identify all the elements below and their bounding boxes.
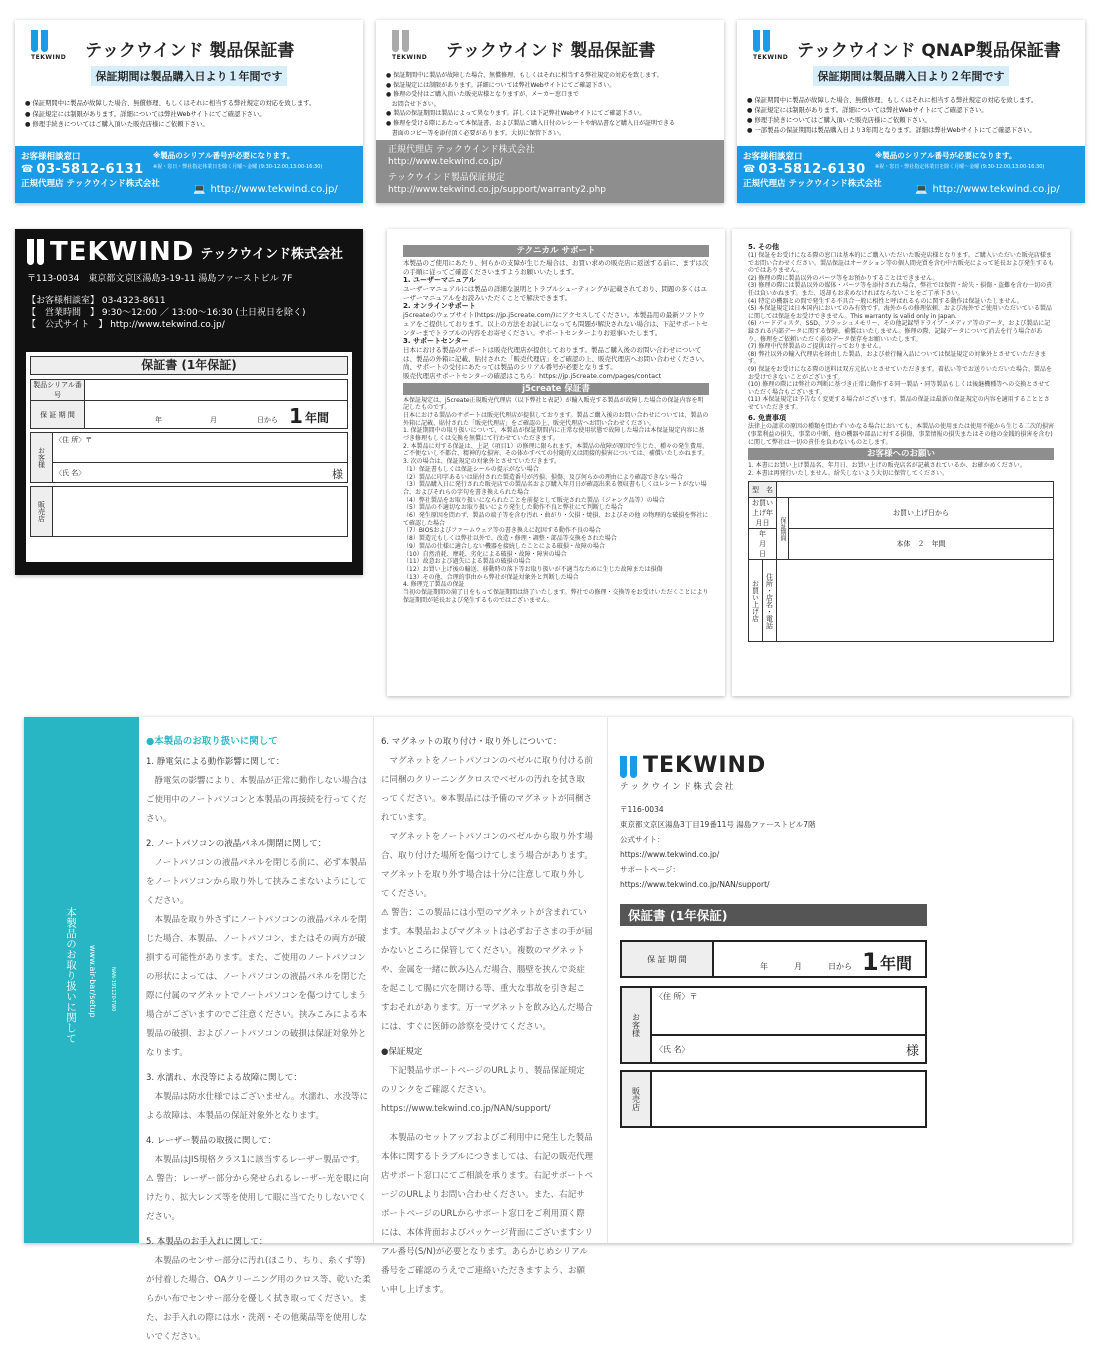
name-field[interactable]: 〈氏 名〉 様 (53, 463, 348, 483)
date-field[interactable]: 年 月 日 (749, 529, 777, 560)
address-field[interactable]: 〈住 所〉〒 (53, 433, 348, 463)
warranty-link[interactable]: http://www.tekwind.co.jp/support/warranty2.php (388, 185, 607, 195)
section-header: お客様へのお願い (748, 448, 1054, 460)
warning-text: ⚠ 警告：レーザー部分から発せられるレーザー光を眼に向けたり、拡大レンズ等を使用して眼に当てたりしないでください。 (146, 1174, 369, 1222)
shop-field[interactable] (777, 560, 1054, 642)
contact-info: 〒116-0034 東京都文京区湯島3丁目19番11号 湯島ファーストビル7階 公式サイト： https://www.tekwind.co.jp/ サポートページ： https://www.tekwind.co.jp/NAN/support/ (620, 802, 950, 892)
support-footer: お客様相談窓口 ☎ 03-5812-6130 正規代理店 テックウインド株式会社 ※製品のシリアル番号が必要になります。 ※祝・窓日・弊社指定休業日を除く月曜〜金曜 (9:30-12:00,13:00-16:30) 💻 http://www.tekwind.co.jp/ (737, 146, 1085, 203)
side-band: 本製品のお取り扱いに関して www.air-bar/setup NAN-191120-TW0 (24, 717, 139, 1243)
card-title: テックウインド 製品保証書 (85, 41, 295, 61)
warranty-period-banner: 保証期間は製品購入日より２年間です (813, 66, 1009, 86)
bullet-list: ● 保証期間中に製品が故障した場合、無償修理、もしくはそれに相当する弊社規定の対応を致します。 ● 保証規定には制限があります。詳細については弊社Webサイトにてご確認下さい。 ● 修理手続きについてはご購入頂いた販売店様にご依頼下さい。 ● 一部製品の保証期間は製品購入日より3年間となります。詳細は弊社Webサイトにてご確認下さい。 (747, 97, 1038, 134)
product-field[interactable] (777, 482, 1054, 498)
computer-icon: 💻 (915, 184, 928, 195)
bullet: ● 修理手続きについてはご購入頂いた販売店様にご依頼下さい。 (25, 121, 209, 128)
section-header: テクニカル サポート (403, 245, 709, 257)
support-phone: 03-5812-6130 (758, 162, 866, 177)
purchase-form: 型 名 お買い上げ年月日 保証期間 お買い上げ日から 年 月 日 本体 ２ 年間 お買い上げ店 住所・店名・電話 (748, 481, 1054, 642)
logo-mark-icon (620, 756, 637, 778)
divider (373, 717, 374, 1243)
logo-mark-icon (392, 30, 427, 52)
address-field[interactable]: 〈住 所〉〒 (651, 987, 926, 1035)
shop-field[interactable] (651, 1071, 926, 1127)
tekwind-logo: TEKWIND (620, 753, 950, 778)
column-2: 6. マグネットの取り付け・取り外しについて： マグネットをノートパソコンのベゼルに取り付ける前に同梱のクリーニングクロスでベゼルの汚れを拭き取ってください。※本製品には予備のマグネットが同梱されています。 マグネットをノートパソコンのベゼルから取り外す場合、取り付けた場所を傷つけてしまう場合があります。マグネットを取り外す場合は十分に注意して取り外してください。 ⚠ 警告：この製品には小型のマグネットが含まれています。本製品およびマグネットは必ずお子さまの手が届かないところに保管してください。複数のマグネットや、金属を一緒に飲み込んだ場合、腸壁を挟んで炎症を起こして腸に穴を開ける等、重大な事故を引き起こすおそれがあります。万一マグネットを飲み込んだ場合には、すぐに医師の診察を受けてください。 ●保証規定 下記製品サポートページのURLより、製品保証規定のリンクをご確認ください。 https://www.tekwind.co.jp/NAN/support/ 本製品のセットアップおよびご利用中に発生した製品本体に関するトラブルにつきましては、右記の販売代理店サポート窓口にてご相談を承ります。右記サポートページのURLよりお問い合わせください。また、右記サポートページのURLからサポート窓口をご利用頂く際には、本体背面およびパッケージ背面にございますシリアル番号(S/N)が必要となります。あらかじめシリアル番号をご確認のうえでご連絡いただきますよう、お願い申し上げます。 (381, 737, 593, 1295)
column-3: TEKWIND テックウインド株式会社 〒116-0034 東京都文京区湯島3丁目19番11号 湯島ファーストビル7階 公式サイト： https://www.tekwind.co.jp/ サポートページ： https://www.tekwind.co.jp/NAN/support/ 保証書 (1年保証) 保 証 期 間 年 月 日から 1 年間 お客様 〈住 所〉〒 〈氏 名〉 様 販売店 (620, 753, 950, 1128)
website-link[interactable]: http://www.tekwind.co.jp/ (932, 184, 1060, 195)
support-footer: お客様相談窓口 ☎ 03-5812-6131 正規代理店 テックウインド株式会社 ※製品のシリアル番号が必要になります。 ※祝・窓日・弊社指定休業日を除く月曜〜金曜 (9:30-12:00,13:00-16:30) 💻 http://www.tekwind.co.jp/ (15, 146, 363, 203)
phone-icon: ☎ (21, 164, 34, 175)
bullet: ● 保証規定には制限があります。詳細については弊社Webサイトにてご確認下さい。 (25, 110, 266, 118)
j5create-support-page: テクニカル サポート 本製品のご使用にあたり、何らかの支障が生じた場合は、お買い求めの販売店に返送する前に、まずは次の手順に従ってご確認くださいますようお願いいたします。 1. ユーザーマニュアル ユーザーマニュアルには製品の詳細な説明とトラブルシューティングが記載されており、問題の多くはユーザーマニュアルをお読みいただくことで解決できます。 2. オンラインサポート j5createのウェブサイト(https://jp.j5create.com/)にアクセスしてください。本製品用の最新ソフトウェアをご提供しております。以上の方法をお試しになっても問題が解決されない場合は、下記サポートセンターまでトラブルの内容をお寄せください。サポートセンターよりお返事いたします。 3. サポートセンター 日本における製品のサポートは販売代理店が提供しております。製品ご購入後のお問い合わせについては、製品の外箱に記載、貼付された「販売代理店」をご確認の上、販売代理店へお問い合わせください。 尚、サポートの受付にあたっては製品のシリアル番号が必要となります。 販売代理店サポートセンターの確認はこちら：https://jp.j5create.com/pages/contact j5create 保証書 本保証規定は、j5create正規販売代理店（以下弊社と表記）が輸入販売する製品が故障した場合の保証内容を明記したものです。 日本における製品のサポートは販売代理店が提供しております。製品ご購入後のお問い合わせについては、製品の外箱に記載、貼付された「販売代理店」をご確認の上、販売代理店へお問い合わせください。 1. 保証期間中の取り扱いについて、本製品が保証期間内に正常な使用状態で故障した場合は本保証規定内容に基づき修理もしくは交換を無償にて行わせていただきます。 2. 本製品に対する保証は、上記（項目1）の修理に限られます。本製品の故障が原因で生じた、種々の発生費用、ご不便ないし不都合、精神的な損害、その体かすべての付随的又は間接的損害については、補償いたしかねます。 3. 次の場合は、保証規定の対象外とさせていただきます。 （1）保証書もしくは保証シールの提示がない場合 （2）製品に印字あるいは貼付された製造番号が汚損、損傷、及び何らかの理由により確認できない場合 （3）製品購入日に発行された販売店での製品名および購入年月日が確認出来る領収書もしくはレシートがない場合、およびそれらの字句を書き換えられた場合 （4）弊社製品をお取り扱いになられたことを前提として販売された製品（ジャンク品等）の場合 （5）製品の不適切なお取り扱いにより発生した動作不良と弊社にて判断した場合 （6）発生原因を問わず、製品の端子等を含む汚れ・曲がり・欠損・焼損、およびその他 の物理的な破損を弊社にて確認した場合 （7）BIOSおよびファームウェア等の書き換えに起因する動作不良の場合 （8）製造元もしくは弊社以外で、改造・修理・調整・部品等交換をされた場合 （9）製品の仕様に適合しない機器を接続したことによる破損・故障の場合 （10）自然消耗、摩耗、劣化による破損・故障・障害の場合 （11）故意および過失による製品の破損の場合 （12）お買い上げ後の輸送、移動時の落下等お取り扱いが不適当なために生じた故障または損傷 （13）その他、合理的事由から弊社が保証対象外と判断した場合 4. 修理完了製品の保証 当初の保証期間の満了日をもって保証期間は終了いたします。弊社での修理・交換等をお受けいただくことにより保証期間が延長および発生するものではございません。 (387, 229, 725, 696)
bullet-list: ● 保証期間中に製品が故障した場合、無償修理、もしくはそれに相当する弊社規定の対応を致します。 ● 保証規定には制限があります。詳細については弊社Webサイトにてご確認下さい。 ● 修理の受付はご購入頂いた販売店様となりますが、メーカー窓口まで お問合せ下さい。 ● 製品の保証期間は製品によって異なります。詳しくは下記弊社Webサイトにてご確認下さい。 ● 修理を受ける際にあたって本保証書、および製品ご購入日付のレシートや納品書など購入日が証明できる 書面のコピー等を添付頂く必要があります。大切に保管下さい。 (386, 72, 676, 137)
official-site-link[interactable]: https://www.tekwind.co.jp/ (620, 850, 720, 859)
warranty-card-qnap (737, 20, 1085, 203)
logo-mark-icon (753, 30, 788, 52)
tekwind-logo: TEKWIND (753, 30, 788, 61)
tekwind-logo: TEKWIND テックウインド株式会社 (27, 237, 343, 267)
website-link[interactable]: http://www.tekwind.co.jp/ (210, 184, 338, 195)
form-title: 保証書 (1年保証) (30, 356, 348, 375)
warranty-card-black (15, 229, 363, 575)
warranty-card-standard (15, 20, 363, 203)
logo-mark-icon (31, 30, 66, 52)
warranty-period-banner: 保証期間は製品購入日より１年間です (91, 66, 287, 86)
bullet-list (25, 99, 315, 131)
website-link[interactable]: http://www.tekwind.co.jp/ (388, 157, 503, 167)
serial-field[interactable] (85, 380, 348, 401)
logo-mark-icon (27, 239, 44, 265)
section-header: j5create 保証書 (403, 383, 709, 395)
name-field[interactable]: 〈氏 名〉 様 (651, 1035, 926, 1063)
support-page-link[interactable]: https://www.tekwind.co.jp/NAN/support/ (620, 880, 770, 889)
warranty-terms: 本保証規定は、j5create正規販売代理店（以下弊社と表記）が輸入販売する製品が故障した場合の保証内容を明記したものです。 日本における製品のサポートは販売代理店が提供しております。製品ご購入後のお問い合わせについては、製品の外箱に記載、貼付された「販売代理店」をご確認の上、販売代理店へお問い合わせください。 1. 保証期間中の取り扱いについて、本製品が保証期間内に正常な使用状態で故障した場合は本保証規定内容に基づき修理もしくは交換を無償にて行わせていただきます。 2. 本製品に対する保証は、上記（項目1）の修理に限られます。本製品の故障が原因で生じた、種々の発生費用、ご不便ないし不都合、精神的な損害、その体かすべての付随的又は間接的損害については、補償いたしかねます。 3. 次の場合は、保証規定の対象外とさせていただきます。 （1）保証書もしくは保証シールの提示がない場合 （2）製品に印字あるいは貼付された製造番号が汚損、損傷、及び何らかの理由により確認できない場合 （3）製品購入日に発行された販売店での製品名および購入年月日が確認出来る領収書もしくはレシートがない場合、およびそれらの字句を書き換えられた場合 （4）弊社製品をお取り扱いになられたことを前提として販売された製品（ジャンク品等）の場合 （5）製品の不適切なお取り扱いにより発生した動作不良と弊社にて判断した場合 （6）発生原因を問わず、製品の端子等を含む汚れ・曲がり・欠損・焼損、およびその他 の物理的な破損を弊社にて確認した場合 （7）BIOSおよびファームウェア等の書き換えに起因する動作不良の場合 （8）製造元もしくは弊社以外で、改造・修理・調整・部品等交換をされた場合 （9）製品の仕様に適合しない機器を接続したことによる破損・故障の場合 （10）自然消耗、摩耗、劣化による破損・故障・障害の場合 （11）故意および過失による製品の破損の場合 （12）お買い上げ後の輸送、移動時の落下等お取り扱いが不適当なために生じた故障または損傷 （13）その他、合理的事由から弊社が保証対象外と判断した場合 4. 修理完了製品の保証 当初の保証期間の満了日をもって保証期間は終了いたします。弊社での修理・交換等をお受けいただくことにより保証期間が延長および発生するものではございません。 (403, 396, 709, 604)
warranty-form: 保 証 期 間 年 月 日から 1 年間 (620, 940, 927, 978)
computer-icon: 💻 (193, 184, 206, 195)
form-title: 保証書 (1年保証) (620, 904, 927, 926)
j5create-warranty-page: 5. その他 (1) 保証をお受けになる際の窓口は基本的にご購入いただいた販売店様となります。ご購入いただいた販売店様までお問い合わせください。製品保証はオークション等の個人間売買を含む中古販売によって延長および発生するものではありません。 (2) 修理の際に製品以外のパーツ等をお預かりすることはできません。 (3) 修理の際には製品以外の媒体・パーツ等を添付された場合、弊社では保管・紛失・損傷・盗難を含む一切の責任は負いかねます。また、返却もお求めなければならないことをご了承下さい。 (4) 特定の機器との間で発生する不具合一般に相性と呼ばれるものに関する動作は保証いたしません。 (5) 本保証規定は日本国内においてのみ有効です。海外からの修理依頼、および海外でご使用いただいている製品に関しては保証をお受けできません。This warranty is valid only in Japan. (6) ハードディスク、SSD、フラッシュメモリー、その他記録型ドライブ・メディア等のデータ、および製品に記録される内部データに関する保障、補償はいたしません。修理の際、記録データについて消去を行う場合があり、修理をご依頼いただく前のデータ保存をお願いいたします。 (7) 修理中代替製品のご提供は行っておりません。 (8) 弊社以外の輸入代理店を経由した製品、および並行輸入品については保証規定の対象外とさせていただきます。 (9) 保証をお受けになる際の送料は双方元払いとさせていただきます。着払い等でお送りいただいた場合、製品をお受けできないことがございます。 (10) 修理の際には弊社の判断に基づき正常に動作する同一製品・同等製品もしくは後継機種等への交換とさせていただく場合もございます。 (11) 本保証規定は予告なく変更する場合がございます。製品の保証は最新の保証規定の内容を適用することとさせていただきます。 6. 免責事項 法律上の請求の原因の種類を問わずいかなる場合においても、本製品の使用または使用不能から生じる二次的損害(事業利益の損失、事業の中断、他の機器や部品に対する損傷、事業情報の損失またはその他の金銭的損害を含む)に関して弊社は一切の責任を負わないものとします。 お客様へのお願い 1. 本書にお買い上げ製品名、年月日、お買い上げの販売店名が記載されているか、お確かめください。 2. 本書は再発行いたしません。紛失しないよう大切に保管してください。 型 名 お買い上げ年月日 保証期間 お買い上げ日から 年 月 日 本体 ２ 年間 お買い上げ店 住所・店名・電話 (732, 229, 1070, 696)
tekwind-logo: TEKWIND (31, 30, 66, 61)
phone-icon: ☎ (743, 164, 756, 175)
warranty-form: 保証書 (1年保証) 製品シリアル番号 保 証 期 間 年 月 日から 1 年間 お客様 〈住 所〉〒 〈氏 名〉 様 販売店 (26, 352, 352, 562)
company-info: 〒113-0034 東京都文京区湯島3-19-11 湯島ファーストビル 7F 【お客様相談室】 03-4323-8611 【 営業時間 】 9:30〜12:00 ／ 13:00〜16:30 (土日祝日を除く) 【 公式サイト 】 http://www.tekwind.co.jp/ (27, 274, 306, 330)
card-title: テックウインド QNAP製品保証書 (797, 41, 1061, 61)
dealer-footer: 正規代理店 テックウインド株式会社 http://www.tekwind.co.jp/ テックウインド製品保証規定 http://www.tekwind.co.jp/support/warranty2.php (376, 140, 724, 203)
tekwind-logo: TEKWIND (392, 30, 427, 61)
support-link[interactable]: https://www.tekwind.co.jp/NAN/support/ (381, 1104, 551, 1114)
bullet: ● 保証期間中に製品が故障した場合、無償修理、もしくはそれに相当する弊社規定の対応を致します。 (25, 100, 316, 107)
divider (607, 717, 608, 1243)
shop-field[interactable] (53, 487, 348, 537)
card-title: テックウインド 製品保証書 (446, 41, 656, 61)
warning-text: ⚠ 警告：この製品には小型のマグネットが含まれています。本製品およびマグネットは必ずお子さまの手が届かないところに保管してください。複数のマグネットや、金属を一緒に飲み込んだ場合、腸壁を挟んで炎症を起こして腸に穴を開ける等、重大な事故を引き起こすおそれがあります。万一マグネットを飲み込んだ場合には、すぐに医師の診察を受けてください。 (381, 908, 593, 1032)
product-brochure (24, 717, 1072, 1342)
column-1: ●本製品のお取り扱いに関して 1. 静電気による動作影響に関して： 静電気の影響により、本製品が正常に動作しない場合はご使用中のノートパソコンと本製品の再接続を行ってください。 2. ノートパソコンの液晶パネル開閉に関して： ノートパソコンの液晶パネルを閉じる前に、必ず本製品をノートパソコンから取り外して挟みこまないようにしてください。 本製品を取り外さずにノートパソコンの液晶パネルを閉じた場合、本製品、ノートパソコン、またはその両方が破損する可能性があります。また、ご使用のノートパソコンの形状によっては、ノートパソコンの液晶パネルを閉じた際に付属のマグネットでノートパソコンを傷つけてしまう場合がございますのでご注意ください。挟みこみによる本製品の破損、およびノートパソコンの破損は保証対象外となります。 3. 水濡れ、水没等による故障に関して： 本製品は防水仕様ではございません。水濡れ、水没等による故障は、本製品の保証対象外となります。 4. レーザー製品の取扱に関して： 本製品はJIS規格クラス1に該当するレーザー製品です。 ⚠ 警告：レーザー部分から発せられるレーザー光を眼に向けたり、拡大レンズ等を使用して眼に当てたりしないでください。 5. 本製品のお手入れに関して： 本製品のセンサー部分に汚れ(ほこり、ちり、糸くず等)が付着した場合、OAクリーニング用のクロス等、乾いた柔らかい布でセンサー部分を優しく拭き取ってください。また、お手入れの際には水・洗剤・その他薬品等を使用しないでください。 (146, 736, 371, 1342)
support-phone: 03-5812-6131 (36, 162, 144, 177)
warranty-card-gray (376, 20, 724, 203)
